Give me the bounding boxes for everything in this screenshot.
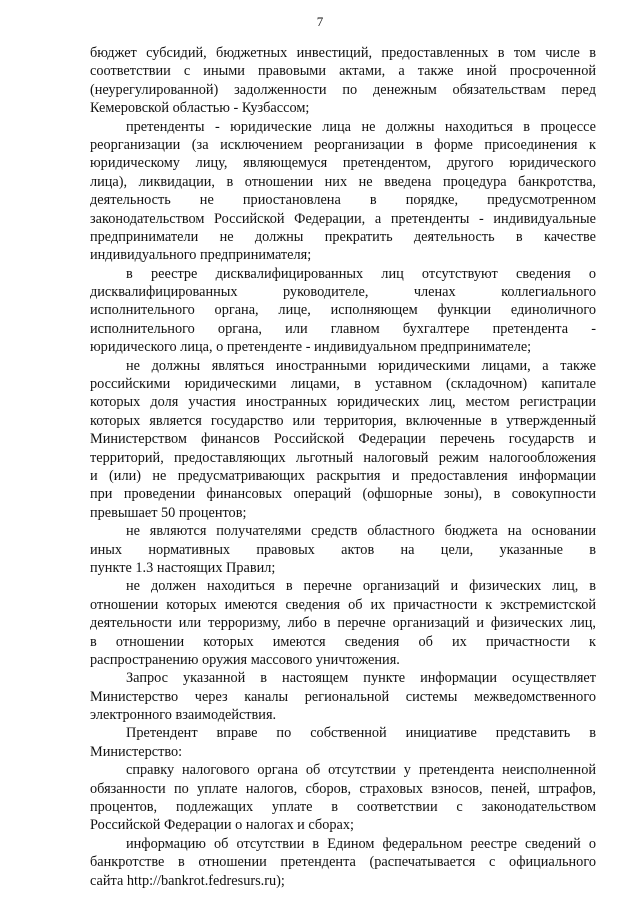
text-line: бюджет субсидий, бюджетных инвестиций, предоставленных в том числе в: [90, 45, 596, 61]
text-line: деятельность не приостановлена в порядке, предусмотренном: [90, 192, 596, 209]
text-line: Запрос указанной в настоящем пункте информации осуществляет: [126, 670, 596, 687]
text-line: сайта http://bankrot.fedresurs.ru);: [90, 872, 285, 889]
text-line: исполнительного органа, лице, исполняющем функции единоличного: [90, 302, 596, 319]
text-line: деятельности или терроризму, либо в перечне организаций и физических лиц,: [90, 615, 596, 632]
text-line: банкротстве в отношении претендента (распечатывается с официального: [90, 854, 596, 871]
text-line: иных нормативных правовых актов на цели, указанные в: [90, 541, 596, 558]
text-line: лица), ликвидации, в отношении них не введена процедура банкротства,: [90, 173, 596, 190]
text-line: которых доля участия иностранных юридических лиц, местом регистрации: [90, 394, 596, 411]
text-line: законодательством Российской Федерации, а претенденты - индивидуальные: [90, 210, 596, 227]
page-number: 7: [316, 14, 324, 29]
text-line: информацию об отсутствии в Едином федеральном реестре сведений о: [126, 835, 596, 852]
text-line: в реестре дисквалифицированных лиц отсутствуют сведения о: [126, 265, 596, 282]
text-line: Министерство:: [90, 743, 183, 760]
text-line: индивидуального предпринимателя;: [90, 247, 312, 264]
text-line: Министерством финансов Российской Федерации перечень государств и: [90, 431, 596, 448]
text-line: исполнительного органа, или главном бухгалтере претендента -: [90, 320, 596, 337]
text-line: Кемеровской областью - Кузбассом;: [90, 100, 310, 117]
text-line: не являются получателями средств областного бюджета на основании: [126, 523, 596, 540]
text-line: (неурегулированной) задолженности по денежным обязательствам перед: [90, 81, 596, 98]
body-text: [90, 44, 596, 890]
text-line: соответствии с иными правовыми актами, а также иной просроченной: [90, 63, 596, 80]
text-line: Претендент вправе по собственной инициативе представить в: [126, 725, 596, 742]
text-line: Министерство через каналы региональной системы межведомственного: [90, 688, 596, 705]
text-line: территорий, предоставляющих льготный налоговый режим налогообложения: [90, 449, 596, 466]
text-line: и (или) не предусматривающих раскрытия и предоставления информации: [90, 467, 596, 484]
text-line: процентов, подлежащих уплате в соответствии с законодательством: [90, 799, 596, 816]
text-line: претенденты - юридические лица не должны находиться в процессе: [126, 118, 596, 135]
text-line: пункте 1.3 настоящих Правил;: [90, 559, 276, 576]
text-line: не должен находиться в перечне организаций и физических лиц, в: [126, 578, 596, 595]
text-line: предприниматели не должны прекратить деятельность в качестве: [90, 228, 596, 245]
text-line: справку налогового органа об отсутствии у претендента неисполненной: [126, 762, 596, 779]
text-line: юридическому лицу, являющемуся претендентом, другого юридического: [90, 155, 596, 172]
text-line: которых является государство или территория, включенные в утвержденный: [90, 412, 596, 429]
text-line: Российской Федерации о налогах и сборах;: [90, 817, 354, 834]
text-line: отношении которых имеются сведения об их причастности к экстремистской: [90, 596, 596, 613]
text-line: в отношении которых имеются сведения об их причастности к: [90, 633, 596, 650]
text-line: не должны являться иностранными юридическими лицами, а также: [126, 357, 596, 374]
text-line: российскими юридическими лицами, в уставном (складочном) капитале: [90, 376, 596, 393]
text-line: распространению оружия массового уничтожения.: [90, 651, 400, 668]
text-line: реорганизации (за исключением реорганизации в форме присоединения к: [90, 136, 596, 153]
text-line: юридического лица, о претенденте - индивидуальном предпринимателе;: [90, 339, 532, 356]
text-line: превышает 50 процентов;: [90, 504, 247, 521]
text-line: обязанности по уплате налогов, сборов, страховых взносов, пеней, штрафов,: [90, 780, 596, 797]
text-line: дисквалифицированных руководителе, членах коллегиального: [90, 284, 596, 301]
text-line: при проведении финансовых операций (офшорные зоны), в совокупности: [90, 486, 596, 503]
text-line: электронного взаимодействия.: [90, 707, 277, 724]
